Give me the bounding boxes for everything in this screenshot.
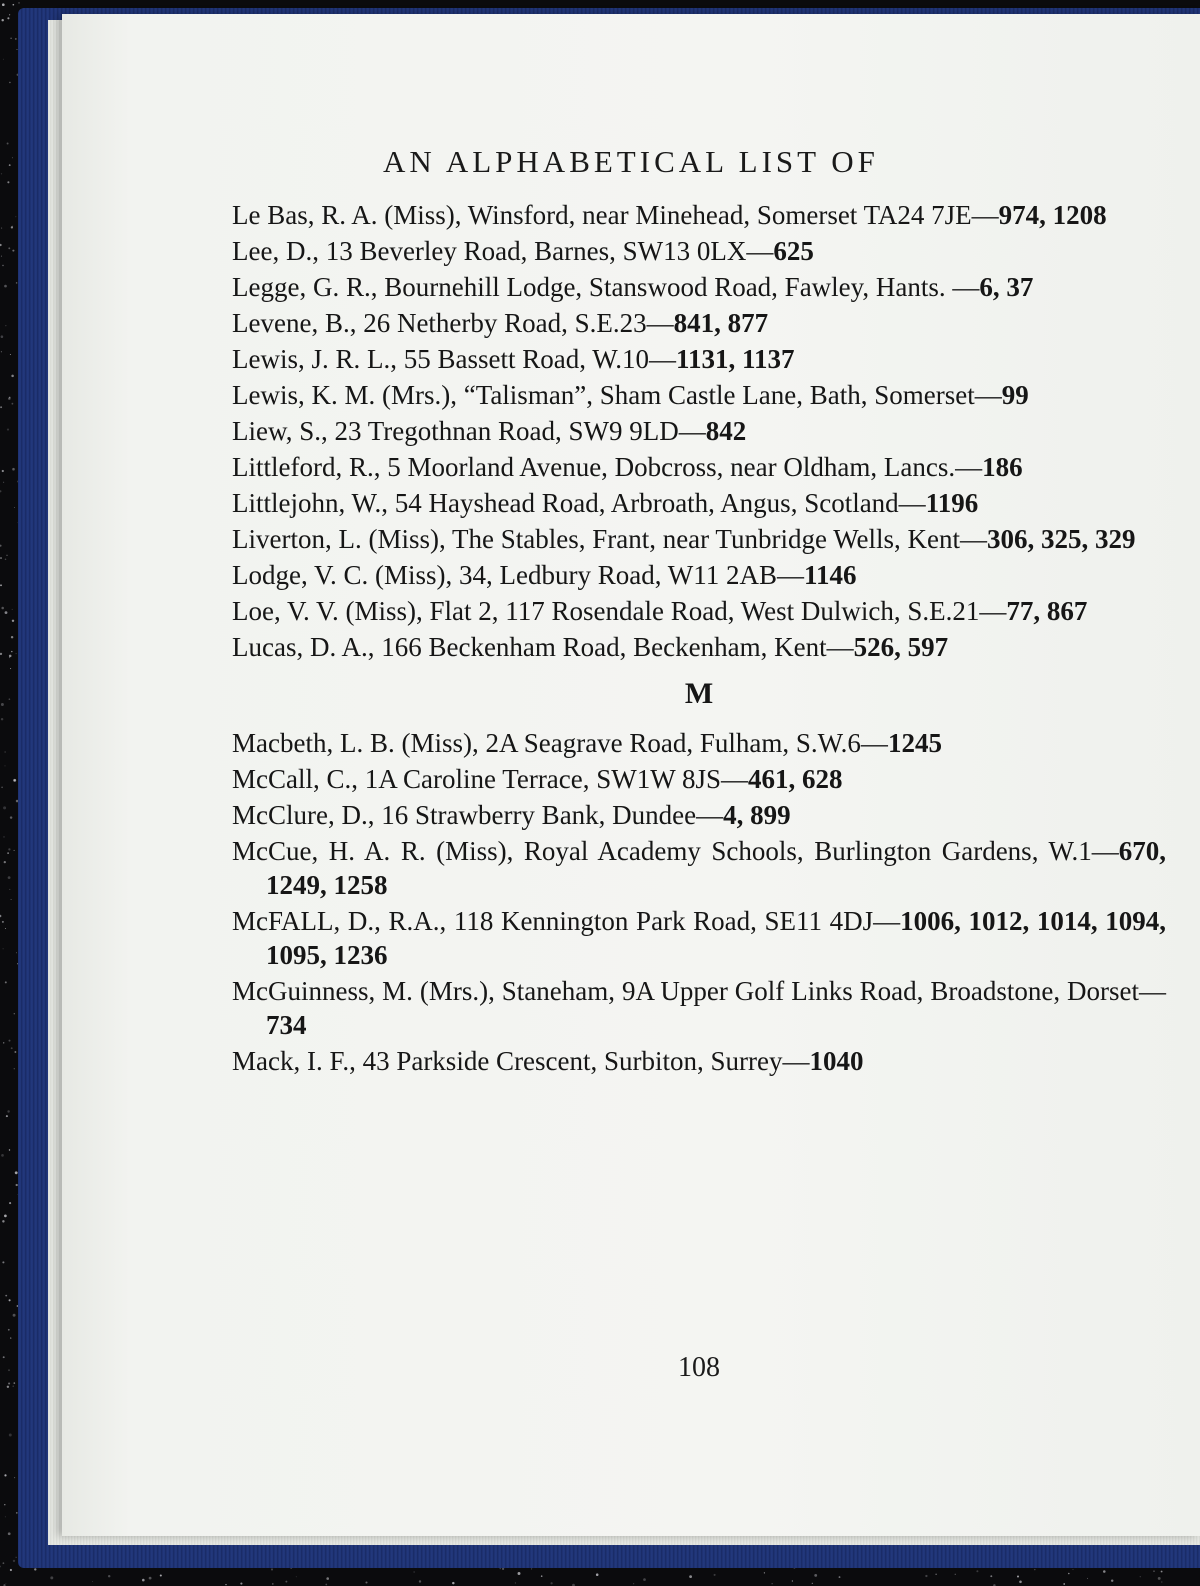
list-item [232, 270, 1166, 304]
list-item [232, 594, 1166, 628]
list-item [232, 198, 1166, 232]
entry-refs: 77, 867 [1006, 596, 1088, 626]
running-head: AN ALPHABETICAL LIST OF [383, 144, 879, 179]
entry-text: Loe, V. V. (Miss), Flat 2, 117 Rosendale Road, West Dulwich, S.E.21— [232, 596, 1007, 626]
entry-refs: 186 [982, 452, 1023, 482]
entry-text: McClure, D., 16 Strawberry Bank, Dundee— [232, 800, 724, 830]
list-item [232, 522, 1166, 556]
list-item [232, 904, 1166, 972]
entry-refs: 6, 37 [979, 272, 1034, 302]
entry-text: Liverton, L. (Miss), The Stables, Frant, near Tunbridge Wells, Kent— [232, 524, 987, 554]
entry-refs: 1196 [925, 488, 979, 518]
entry-text: Lee, D., 13 Beverley Road, Barnes, SW13 0LX— [232, 236, 774, 266]
entry-text: Levene, B., 26 Netherby Road, S.E.23— [232, 308, 674, 338]
entry-refs: 461, 628 [748, 764, 843, 794]
entry-refs: 1245 [887, 728, 942, 758]
list-item [232, 414, 1166, 448]
list-item [232, 378, 1166, 412]
entry-refs: 1040 [809, 1046, 864, 1076]
entry-text: Le Bas, R. A. (Miss), Winsford, near Minehead, Somerset TA24 7JE— [232, 200, 999, 230]
entries-m-section [232, 726, 1166, 1078]
list-item [232, 974, 1166, 1042]
entry-text: Legge, G. R., Bournehill Lodge, Stanswood Road, Fawley, Hants. — [232, 272, 980, 302]
entry-refs: 734 [266, 1010, 307, 1040]
entry-text: Macbeth, L. B. (Miss), 2A Seagrave Road, Fulham, S.W.6— [232, 728, 888, 758]
entry-refs: 974, 1208 [998, 200, 1107, 230]
entry-refs: 4, 899 [723, 800, 791, 830]
entry-text: McCue, H. A. R. (Miss), Royal Academy Schools, Burlington Gardens, W.1— [232, 836, 1119, 866]
entry-refs: 842 [705, 416, 747, 446]
list-item [232, 486, 1166, 520]
entry-text: Lucas, D. A., 166 Beckenham Road, Beckenham, Kent— [232, 632, 854, 662]
list-item [232, 450, 1166, 484]
entry-list [232, 198, 1166, 1080]
list-item [232, 1044, 1166, 1078]
entry-text: Littlejohn, W., 54 Hayshead Road, Arbroath, Angus, Scotland— [232, 488, 926, 518]
list-item [232, 342, 1166, 376]
entry-text: McGuinness, M. (Mrs.), Staneham, 9A Upper Golf Links Road, Broadstone, Dorset— [232, 976, 1166, 1006]
list-item [232, 726, 1166, 760]
list-item [232, 798, 1166, 832]
entry-refs: 670, 1249, 1258 [266, 836, 1166, 900]
entries-l-section [232, 198, 1166, 664]
entry-text: Littleford, R., 5 Moorland Avenue, Dobcross, near Oldham, Lancs.— [232, 452, 983, 482]
entry-refs: 1146 [803, 560, 857, 590]
entry-text: Liew, S., 23 Tregothnan Road, SW9 9LD— [232, 416, 706, 446]
entry-refs: 1006, 1012, 1014, 1094, 1095, 1236 [266, 906, 1167, 970]
list-item [232, 834, 1166, 902]
section-letter: M [684, 677, 714, 710]
entry-text: McFALL, D., R.A., 118 Kennington Park Road, SE11 4DJ— [232, 906, 901, 936]
list-item [232, 306, 1166, 340]
entry-refs: 99 [1001, 380, 1029, 410]
entry-refs: 306, 325, 329 [987, 524, 1136, 554]
entry-text: McCall, C., 1A Caroline Terrace, SW1W 8JS— [232, 764, 749, 794]
page-number: 108 [678, 1352, 720, 1383]
entry-refs: 526, 597 [853, 632, 949, 662]
entry-text: Lodge, V. C. (Miss), 34, Ledbury Road, W11 2AB— [232, 560, 804, 590]
entry-text: Lewis, K. M. (Mrs.), “Talisman”, Sham Castle Lane, Bath, Somerset— [232, 380, 1002, 410]
list-item [232, 630, 1166, 664]
entry-refs: 625 [773, 236, 814, 266]
list-item [232, 234, 1166, 268]
entry-refs: 841, 877 [673, 308, 769, 338]
list-item [232, 762, 1166, 796]
entry-refs: 1131, 1137 [676, 344, 795, 374]
entry-text: Mack, I. F., 43 Parkside Crescent, Surbiton, Surrey— [232, 1046, 810, 1076]
list-item [232, 558, 1166, 592]
entry-text: Lewis, J. R. L., 55 Bassett Road, W.10— [232, 344, 676, 374]
